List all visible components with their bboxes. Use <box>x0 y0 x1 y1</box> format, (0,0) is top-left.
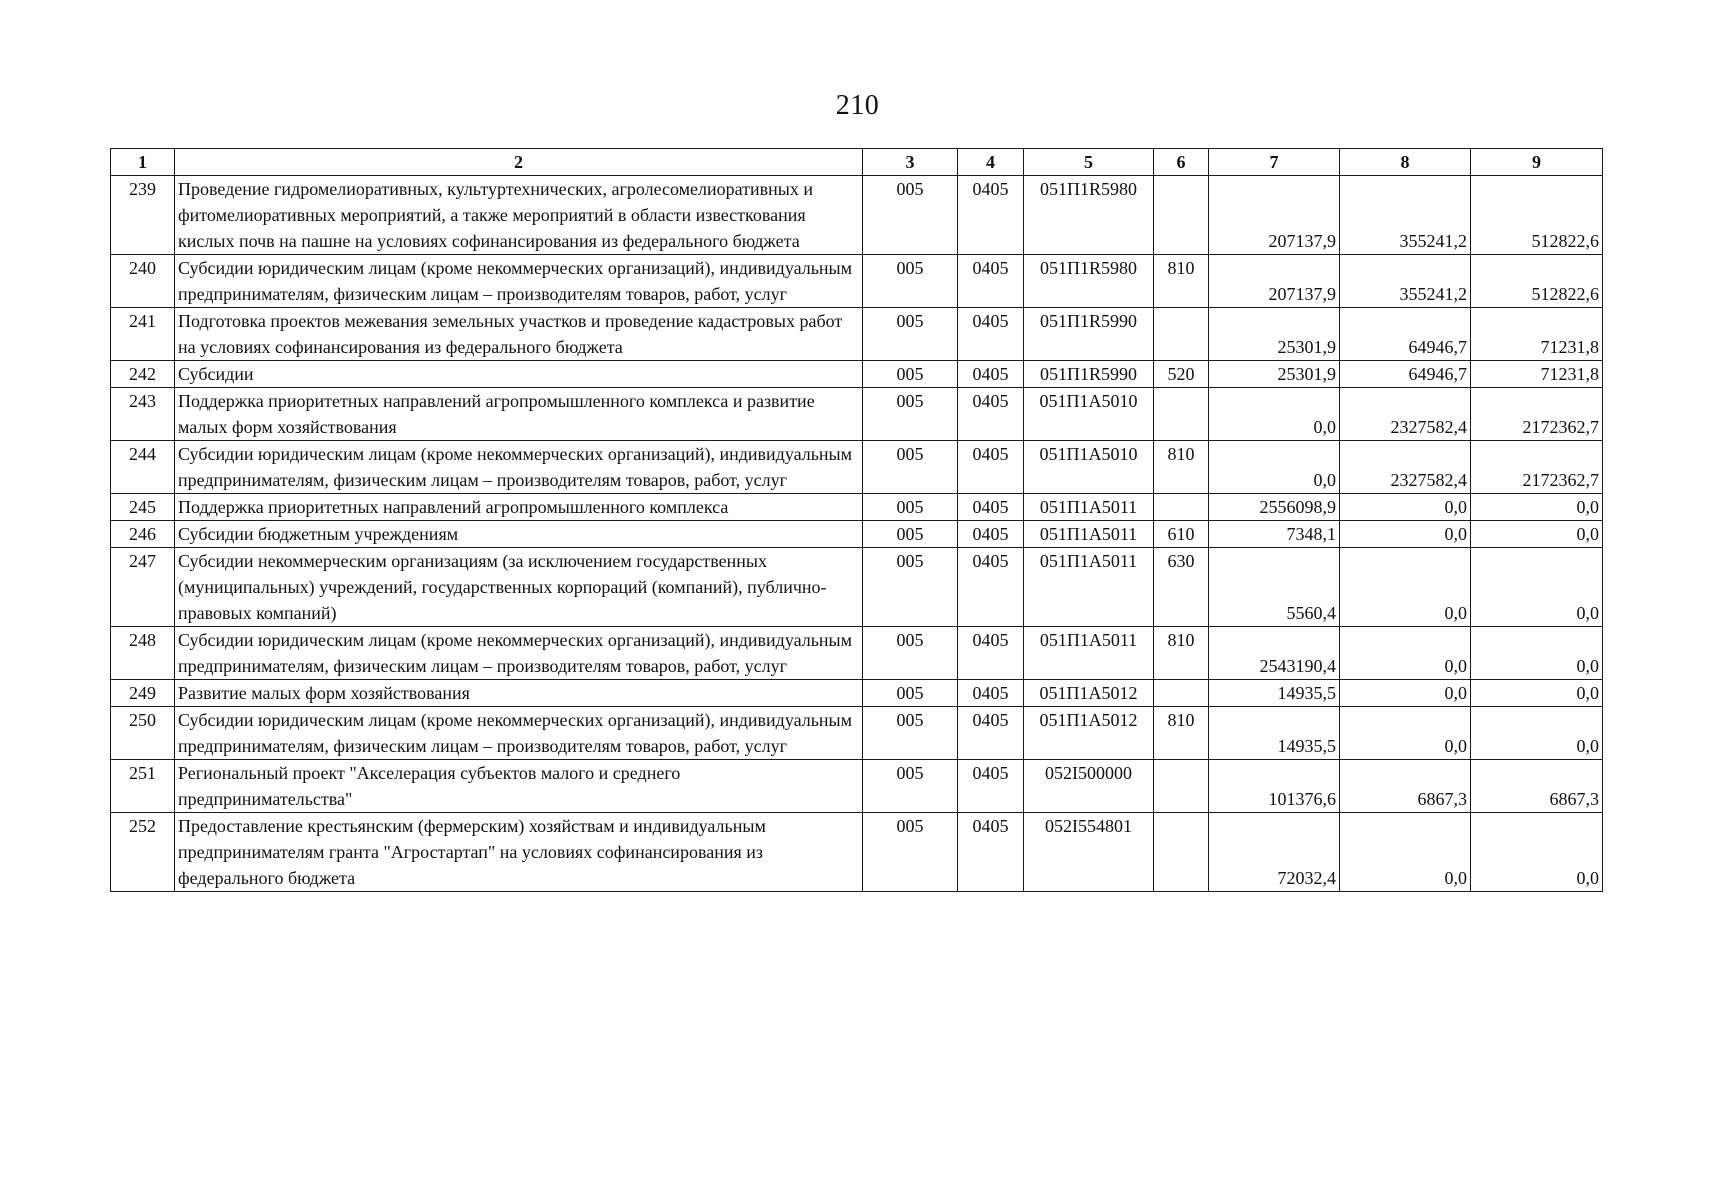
ministry-code-cell: 005 <box>863 388 958 441</box>
item-name-cell: Подготовка проектов межевания земельных участков и проведение кадастровых работ на условиях софинансирования из федерального бюджета <box>175 308 863 361</box>
amount-col7-cell: 25301,9 <box>1209 361 1340 388</box>
target-article-cell: 051П1R5980 <box>1024 255 1154 308</box>
target-article-cell: 051П1R5990 <box>1024 308 1154 361</box>
table-row <box>111 707 1603 760</box>
expense-type-cell: 810 <box>1154 707 1209 760</box>
row-number-cell: 240 <box>111 255 175 308</box>
column-header: 4 <box>958 149 1024 176</box>
amount-col8-cell: 0,0 <box>1340 494 1471 521</box>
amount-col9-cell: 0,0 <box>1471 813 1603 892</box>
section-code-cell: 0405 <box>958 680 1024 707</box>
amount-col9-cell: 0,0 <box>1471 521 1603 548</box>
amount-col9-cell: 2172362,7 <box>1471 388 1603 441</box>
table-row <box>111 760 1603 813</box>
column-header: 8 <box>1340 149 1471 176</box>
table-row <box>111 813 1603 892</box>
expense-type-cell <box>1154 176 1209 255</box>
amount-col7-cell: 101376,6 <box>1209 760 1340 813</box>
row-number-cell: 247 <box>111 548 175 627</box>
amount-col7-cell: 25301,9 <box>1209 308 1340 361</box>
amount-col8-cell: 0,0 <box>1340 813 1471 892</box>
ministry-code-cell: 005 <box>863 494 958 521</box>
amount-col8-cell: 64946,7 <box>1340 308 1471 361</box>
ministry-code-cell: 005 <box>863 361 958 388</box>
page-number: 210 <box>835 90 880 121</box>
table-row <box>111 494 1603 521</box>
section-code-cell: 0405 <box>958 707 1024 760</box>
expense-type-cell: 810 <box>1154 441 1209 494</box>
amount-col9-cell: 512822,6 <box>1471 255 1603 308</box>
amount-col9-cell: 0,0 <box>1471 627 1603 680</box>
table-row <box>111 308 1603 361</box>
item-name-cell: Развитие малых форм хозяйствования <box>175 680 863 707</box>
expense-type-cell <box>1154 680 1209 707</box>
amount-col7-cell: 2556098,9 <box>1209 494 1340 521</box>
amount-col9-cell: 71231,8 <box>1471 361 1603 388</box>
table-row <box>111 255 1603 308</box>
section-code-cell: 0405 <box>958 441 1024 494</box>
target-article-cell: 051П1А5011 <box>1024 521 1154 548</box>
row-number-cell: 242 <box>111 361 175 388</box>
amount-col8-cell: 0,0 <box>1340 707 1471 760</box>
column-header: 5 <box>1024 149 1154 176</box>
ministry-code-cell: 005 <box>863 627 958 680</box>
row-number-cell: 252 <box>111 813 175 892</box>
section-code-cell: 0405 <box>958 627 1024 680</box>
row-number-cell: 239 <box>111 176 175 255</box>
target-article-cell: 051П1А5012 <box>1024 680 1154 707</box>
amount-col8-cell: 0,0 <box>1340 521 1471 548</box>
target-article-cell: 051П1R5980 <box>1024 176 1154 255</box>
amount-col9-cell: 0,0 <box>1471 707 1603 760</box>
target-article-cell: 051П1А5011 <box>1024 494 1154 521</box>
item-name-cell: Субсидии юридическим лицам (кроме некоммерческих организаций), индивидуальным предпринимателям, физическим лицам – производителям товаров, работ, услуг <box>175 627 863 680</box>
row-number-cell: 241 <box>111 308 175 361</box>
item-name-cell: Поддержка приоритетных направлений агропромышленного комплекса <box>175 494 863 521</box>
amount-col8-cell: 2327582,4 <box>1340 441 1471 494</box>
ministry-code-cell: 005 <box>863 176 958 255</box>
expense-type-cell: 810 <box>1154 627 1209 680</box>
column-header: 9 <box>1471 149 1603 176</box>
target-article-cell: 051П1А5012 <box>1024 707 1154 760</box>
amount-col9-cell: 71231,8 <box>1471 308 1603 361</box>
budget-table <box>110 148 1603 892</box>
row-number-cell: 248 <box>111 627 175 680</box>
amount-col8-cell: 355241,2 <box>1340 255 1471 308</box>
ministry-code-cell: 005 <box>863 813 958 892</box>
item-name-cell: Субсидии некоммерческим организациям (за исключением государственных (муниципальных) учреждений, государственных корпораций (компаний), публично-правовых компаний) <box>175 548 863 627</box>
section-code-cell: 0405 <box>958 388 1024 441</box>
amount-col7-cell: 2543190,4 <box>1209 627 1340 680</box>
amount-col8-cell: 0,0 <box>1340 548 1471 627</box>
row-number-cell: 243 <box>111 388 175 441</box>
target-article-cell: 052I500000 <box>1024 760 1154 813</box>
target-article-cell: 052I554801 <box>1024 813 1154 892</box>
target-article-cell: 051П1А5010 <box>1024 388 1154 441</box>
amount-col9-cell: 2172362,7 <box>1471 441 1603 494</box>
target-article-cell: 051П1А5011 <box>1024 627 1154 680</box>
column-header: 1 <box>111 149 175 176</box>
row-number-cell: 246 <box>111 521 175 548</box>
column-header: 7 <box>1209 149 1340 176</box>
expense-type-cell: 630 <box>1154 548 1209 627</box>
amount-col9-cell: 512822,6 <box>1471 176 1603 255</box>
table-body <box>111 176 1603 892</box>
expense-type-cell: 520 <box>1154 361 1209 388</box>
table-row <box>111 361 1603 388</box>
amount-col7-cell: 14935,5 <box>1209 707 1340 760</box>
section-code-cell: 0405 <box>958 255 1024 308</box>
ministry-code-cell: 005 <box>863 680 958 707</box>
expense-type-cell <box>1154 388 1209 441</box>
section-code-cell: 0405 <box>958 813 1024 892</box>
expense-type-cell <box>1154 494 1209 521</box>
amount-col8-cell: 6867,3 <box>1340 760 1471 813</box>
amount-col8-cell: 0,0 <box>1340 627 1471 680</box>
target-article-cell: 051П1А5010 <box>1024 441 1154 494</box>
column-header: 6 <box>1154 149 1209 176</box>
row-number-cell: 249 <box>111 680 175 707</box>
row-number-cell: 244 <box>111 441 175 494</box>
amount-col8-cell: 2327582,4 <box>1340 388 1471 441</box>
amount-col8-cell: 64946,7 <box>1340 361 1471 388</box>
row-number-cell: 245 <box>111 494 175 521</box>
section-code-cell: 0405 <box>958 760 1024 813</box>
expense-type-cell: 810 <box>1154 255 1209 308</box>
ministry-code-cell: 005 <box>863 707 958 760</box>
amount-col9-cell: 0,0 <box>1471 680 1603 707</box>
item-name-cell: Региональный проект "Акселерация субъектов малого и среднего предпринимательства" <box>175 760 863 813</box>
table-row <box>111 388 1603 441</box>
header-row <box>111 149 1603 176</box>
section-code-cell: 0405 <box>958 176 1024 255</box>
expense-type-cell: 610 <box>1154 521 1209 548</box>
row-number-cell: 251 <box>111 760 175 813</box>
ministry-code-cell: 005 <box>863 760 958 813</box>
section-code-cell: 0405 <box>958 521 1024 548</box>
table-row <box>111 176 1603 255</box>
column-header: 2 <box>175 149 863 176</box>
item-name-cell: Проведение гидромелиоративных, культуртехнических, агролесомелиоративных и фитомелиоративных мероприятий, а также мероприятий в области известкования кислых почв на пашне на условиях софинансирования из федерального бюджета <box>175 176 863 255</box>
ministry-code-cell: 005 <box>863 548 958 627</box>
target-article-cell: 051П1А5011 <box>1024 548 1154 627</box>
amount-col9-cell: 6867,3 <box>1471 760 1603 813</box>
section-code-cell: 0405 <box>958 361 1024 388</box>
amount-col7-cell: 14935,5 <box>1209 680 1340 707</box>
expense-type-cell <box>1154 813 1209 892</box>
item-name-cell: Субсидии <box>175 361 863 388</box>
section-code-cell: 0405 <box>958 548 1024 627</box>
amount-col8-cell: 0,0 <box>1340 680 1471 707</box>
amount-col8-cell: 355241,2 <box>1340 176 1471 255</box>
item-name-cell: Субсидии юридическим лицам (кроме некоммерческих организаций), индивидуальным предпринимателям, физическим лицам – производителям товаров, работ, услуг <box>175 255 863 308</box>
column-header: 3 <box>863 149 958 176</box>
section-code-cell: 0405 <box>958 494 1024 521</box>
expense-type-cell <box>1154 308 1209 361</box>
amount-col9-cell: 0,0 <box>1471 494 1603 521</box>
ministry-code-cell: 005 <box>863 308 958 361</box>
amount-col7-cell: 207137,9 <box>1209 176 1340 255</box>
target-article-cell: 051П1R5990 <box>1024 361 1154 388</box>
amount-col7-cell: 7348,1 <box>1209 521 1340 548</box>
row-number-cell: 250 <box>111 707 175 760</box>
expense-type-cell <box>1154 760 1209 813</box>
section-code-cell: 0405 <box>958 308 1024 361</box>
table-row <box>111 627 1603 680</box>
amount-col7-cell: 0,0 <box>1209 441 1340 494</box>
ministry-code-cell: 005 <box>863 255 958 308</box>
table-row <box>111 548 1603 627</box>
item-name-cell: Предоставление крестьянским (фермерским) хозяйствам и индивидуальным предпринимателям гранта "Агростартап" на условиях софинансирования из федерального бюджета <box>175 813 863 892</box>
amount-col7-cell: 207137,9 <box>1209 255 1340 308</box>
table-row <box>111 521 1603 548</box>
item-name-cell: Субсидии бюджетным учреждениям <box>175 521 863 548</box>
amount-col7-cell: 72032,4 <box>1209 813 1340 892</box>
ministry-code-cell: 005 <box>863 441 958 494</box>
table-row <box>111 441 1603 494</box>
amount-col7-cell: 5560,4 <box>1209 548 1340 627</box>
item-name-cell: Субсидии юридическим лицам (кроме некоммерческих организаций), индивидуальным предпринимателям, физическим лицам – производителям товаров, работ, услуг <box>175 707 863 760</box>
ministry-code-cell: 005 <box>863 521 958 548</box>
item-name-cell: Поддержка приоритетных направлений агропромышленного комплекса и развитие малых форм хозяйствования <box>175 388 863 441</box>
item-name-cell: Субсидии юридическим лицам (кроме некоммерческих организаций), индивидуальным предпринимателям, физическим лицам – производителям товаров, работ, услуг <box>175 441 863 494</box>
amount-col9-cell: 0,0 <box>1471 548 1603 627</box>
table-row <box>111 680 1603 707</box>
amount-col7-cell: 0,0 <box>1209 388 1340 441</box>
